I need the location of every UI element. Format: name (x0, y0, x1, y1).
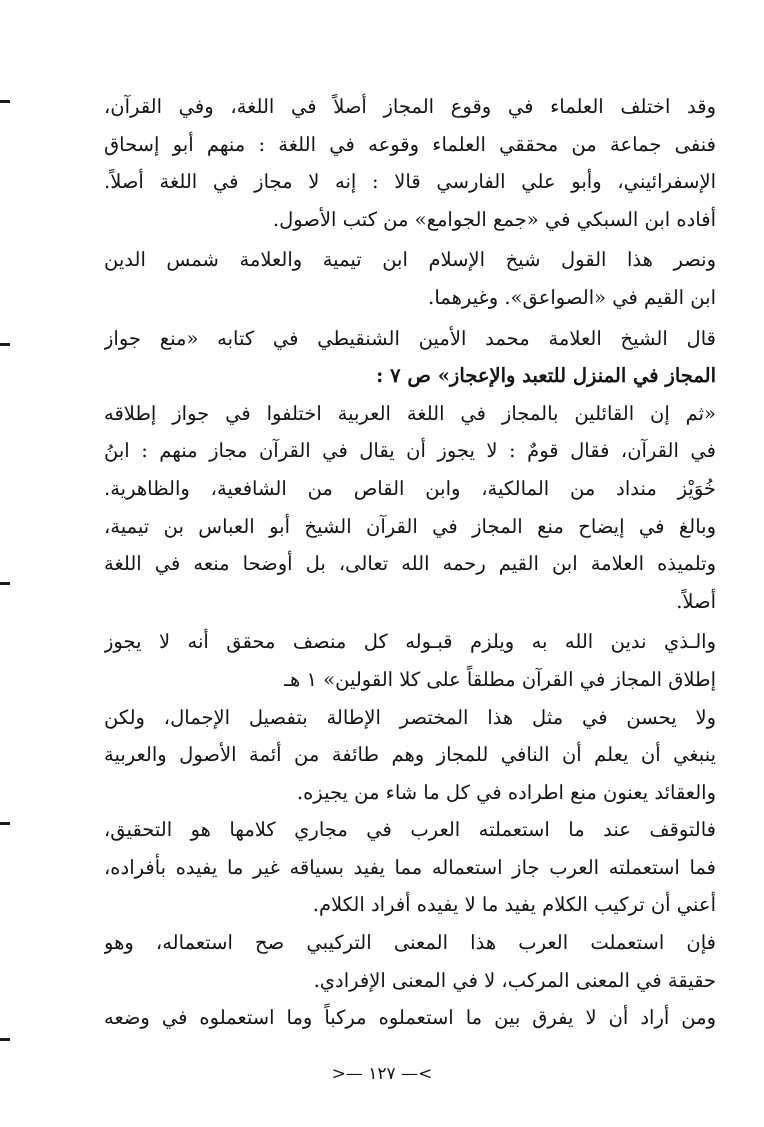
text-line: ينبغي أن يعلم أن النافي للمجاز وهم طائفة من أئمة الأصول والعربية (104, 743, 716, 767)
ornament-left: —< (331, 1064, 363, 1084)
paragraph-9 (104, 999, 716, 1037)
scan-edge-mark (0, 1038, 10, 1041)
paragraph-6 (104, 699, 716, 812)
text-line: في القرآن، فقال قومٌ : لا يجوز أن يقال في القرآن مجاز منهم : ابنُ (104, 439, 716, 463)
text-line: فما استعملته العرب جاز استعماله مما يفيد بسياقه غير ما يفيده بأفراده، (104, 855, 716, 879)
text-line: أصلاً. (676, 589, 716, 613)
ornament-right: >— (401, 1064, 433, 1084)
page-body (104, 88, 716, 1048)
text-line: والعقائد يعنون منع اطراده في كل ما شاء من يجيزه. (296, 780, 716, 804)
paragraph-5 (104, 623, 716, 698)
scan-edge-mark (0, 822, 10, 825)
text-line: قال الشيخ العلامة محمد الأمين الشنقيطي في كتابه «منع جواز (104, 326, 716, 350)
paragraph-3 (104, 320, 716, 395)
page-number-footer (0, 1064, 764, 1084)
text-line: وقد اختلف العلماء في وقوع المجاز أصلاً في اللغة، وفي القرآن، (104, 95, 716, 118)
text-line: والـذي ندين الله به ويلزم قبـوله كل منصف محقق أنه لا يجوز (104, 630, 716, 654)
text-line: ونصر هذا القول شيخ الإسلام ابن تيمية والعلامة شمس الدين (104, 248, 716, 272)
text-line: أعني أن تركيب الكلام يفيد ما لا يفيده أفراد الكلام. (312, 893, 716, 917)
text-line: الإسفرائيني، وأبو علي الفارسي قالا : إنه لا مجاز في اللغة أصلاً. (104, 170, 716, 194)
text-line: إطلاق المجاز في القرآن مطلقاً على كلا القولين» ١ هـ (284, 667, 716, 691)
paragraph-2 (104, 241, 716, 316)
text-line: ومن أراد أن لا يفرق بين ما استعملوه مركباً وما استعملوه في وضعه (104, 1006, 716, 1030)
text-line: فإن استعملت العرب هذا المعنى التركيبي صح استعماله، وهو (104, 931, 716, 955)
paragraph-8 (104, 924, 716, 999)
page-number: ١٢٧ (368, 1064, 396, 1084)
text-line: حقيقة في المعنى المركب، لا في المعنى الإفرادي. (313, 968, 716, 992)
paragraph-7 (104, 811, 716, 924)
text-line: وبالغ في إيضاح منع المجاز في القرآن الشيخ أبو العباس بن تيمية، (104, 514, 716, 538)
text-line: ولا يحسن في مثل هذا المختصر الإطالة بتفصيل الإجمال، ولكن (104, 705, 716, 729)
text-line: «ثم إن القائلين بالمجاز في اللغة العربية اختلفوا في جواز إطلاقه (104, 401, 716, 425)
text-line: خُوَيْز منداد من المالكية، وابن القاص من الشافعية، والظاهرية. (104, 476, 716, 500)
text-line: وتلميذه العلامة ابن القيم رحمه الله تعالى، بل أوضحا منعه في اللغة (104, 552, 716, 576)
text-line: فنفى جماعة من محققي العلماء وقوعه في اللغة : منهم أبو إسحاق (104, 132, 716, 156)
paragraph-1 (104, 88, 716, 238)
text-line: فالتوقف عند ما استعملته العرب في مجاري كلامها هو التحقيق، (104, 818, 716, 842)
text-line: ابن القيم في «الصواعق». وغيرهما. (428, 285, 716, 309)
scan-edge-mark (0, 582, 10, 585)
paragraph-4-quote (104, 395, 716, 621)
text-line: المجاز في المنزل للتعبد والإعجاز» ص ٧ : (376, 364, 716, 388)
scan-edge-mark (0, 100, 10, 103)
text-line: أفاده ابن السبكي في «جمع الجوامع» من كتب الأصول. (272, 207, 716, 231)
scan-edge-mark (0, 343, 10, 346)
